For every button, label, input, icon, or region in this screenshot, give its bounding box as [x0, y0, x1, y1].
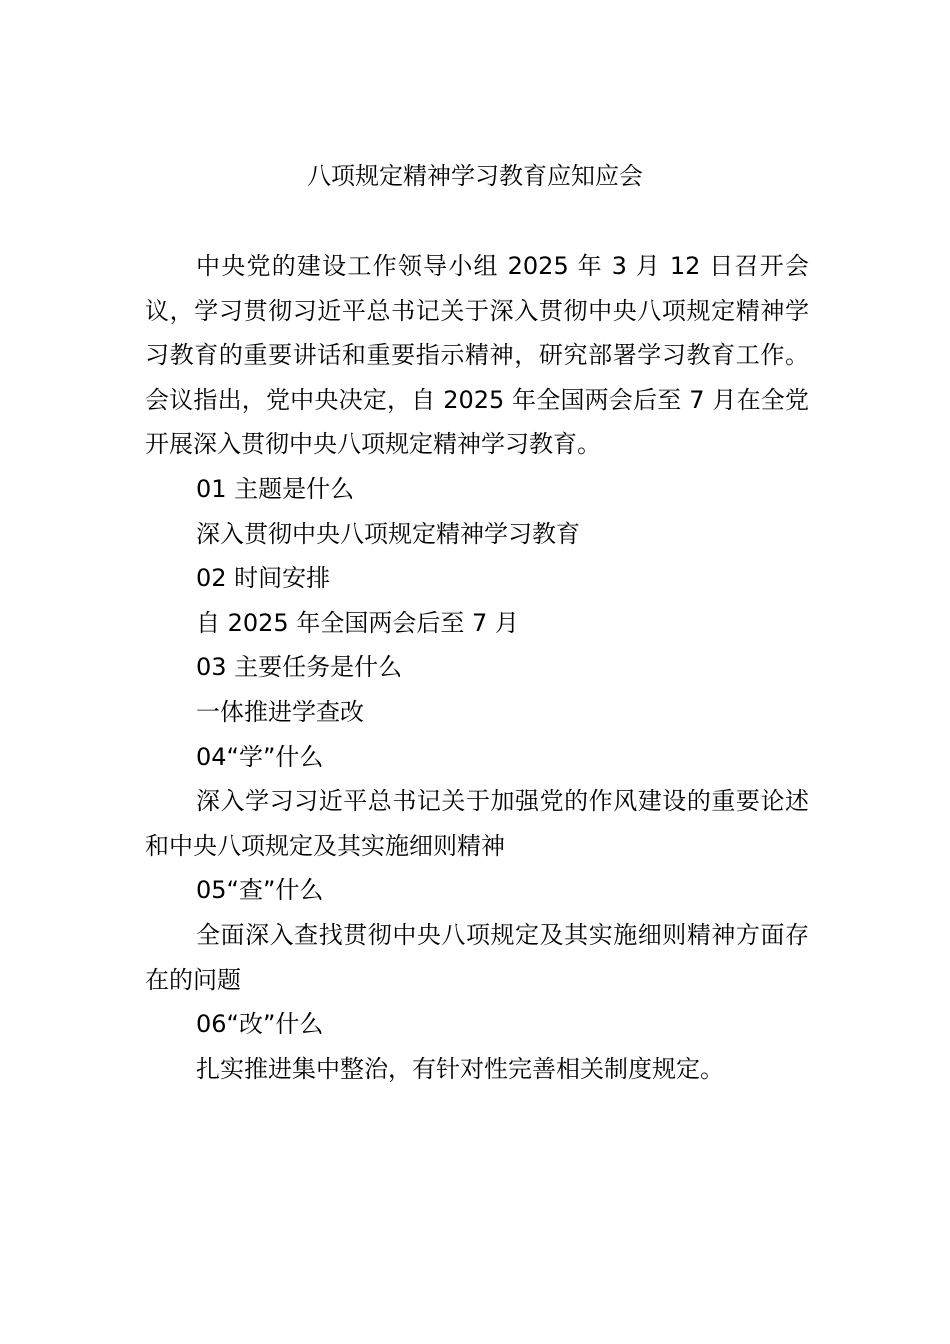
section-body-03: 一体推进学查改 [196, 697, 364, 726]
section-heading-04: 04“学”什么 [196, 742, 324, 771]
intro-paragraph: 中央党的建设工作领导小组 2025 年 3 月 12 日召开会议，学习贯彻习近平总书记关于深入贯彻中央八项规定精神学习教育的重要讲话和重要指示精神，研究部署学习教育工作。会议指出，党中央决定，自 2025 年全国两会后至 7 月在全党开展深入贯彻中央八项规定精神学习教育。 [145, 252, 809, 459]
section-heading-05: 05“查”什么 [196, 876, 324, 905]
document-title: 八项规定精神学习教育应知应会 [307, 162, 643, 190]
section-heading-02: 02 时间安排 [196, 564, 331, 593]
section-body-04: 深入学习习近平总书记关于加强党的作风建设的重要论述和中央八项规定及其实施细则精神 [145, 787, 809, 860]
section-body-05: 全面深入查找贯彻中央八项规定及其实施细则精神方面存在的问题 [145, 920, 809, 994]
section-heading-01: 01 主题是什么 [196, 474, 355, 503]
section-body-01: 深入贯彻中央八项规定精神学习教育 [196, 519, 580, 548]
section-body-02: 自 2025 年全国两会后至 7 月 [196, 608, 519, 637]
document-body [145, 244, 809, 1091]
section-heading-03: 03 主要任务是什么 [196, 653, 403, 682]
section-heading-06: 06“改”什么 [196, 1010, 324, 1039]
section-body-06: 扎实推进集中整治，有针对性完善相关制度规定。 [196, 1054, 724, 1083]
